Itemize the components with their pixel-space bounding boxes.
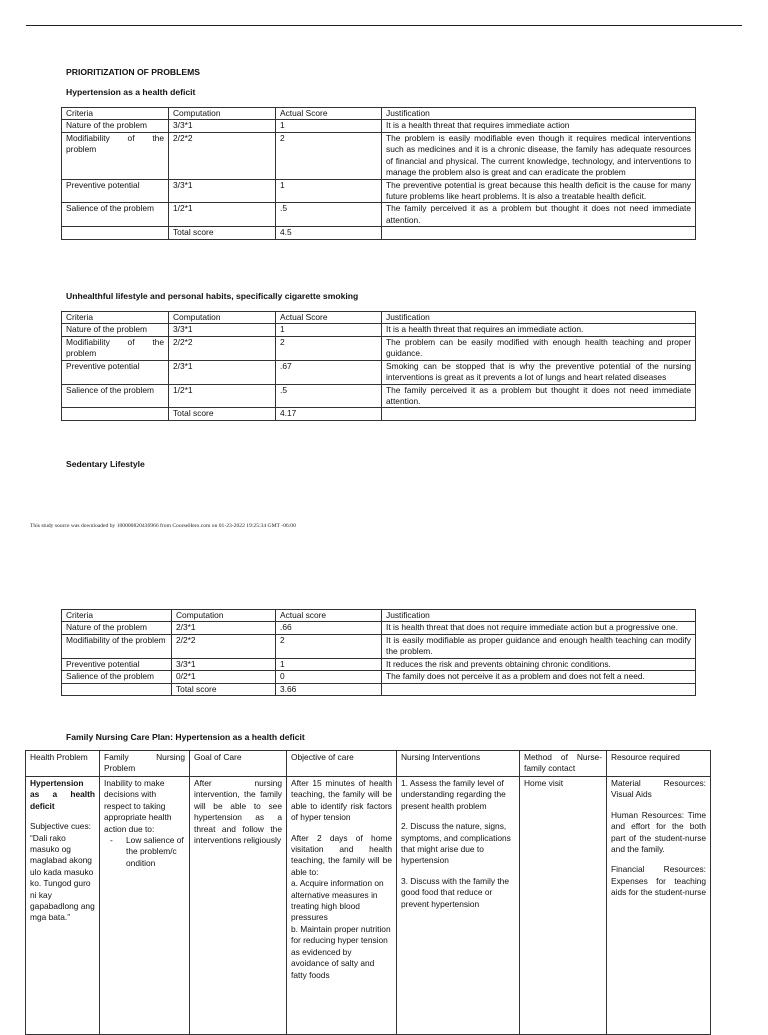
total-row: [62, 683, 696, 695]
justification-cell: It is a health threat that requires an immediate action.: [382, 324, 696, 336]
computation-cell: 3/3*1: [169, 120, 276, 132]
criteria-cell: Salience of the problem: [62, 203, 169, 227]
header-cell: Actual Score: [276, 108, 382, 120]
criteria-cell: Modifiability of the problem: [62, 634, 172, 658]
empty-cell: [382, 408, 696, 420]
justification-cell: It is health threat that does not require immediate action but a progressive one.: [382, 622, 696, 634]
table-row: [62, 324, 696, 336]
score-cell: 1: [276, 658, 382, 670]
health-problem-title: Hypertension as a health deficit: [30, 777, 95, 811]
header-cell: Method of Nurse-family contact: [520, 751, 607, 777]
header-cell: Criteria: [62, 610, 172, 622]
total-label: Total score: [169, 408, 276, 420]
empty-cell: [62, 227, 169, 239]
header-cell: Computation: [172, 610, 276, 622]
justification-cell: It reduces the risk and prevents obtaining chronic conditions.: [382, 658, 696, 670]
computation-cell: 1/2*1: [169, 384, 276, 408]
computation-cell: 1/2*1: [169, 203, 276, 227]
computation-cell: 3/3*1: [172, 658, 276, 670]
subjective-cues: Subjective cues: “Dali rako masuko og maglabad akong ulo kada masuko ko. Tungod guro ni kay gapabadlong ang mga bata.”: [30, 821, 95, 923]
priority-table-hypertension: [61, 107, 696, 240]
table-row: [26, 776, 711, 1034]
score-cell: 0: [276, 671, 382, 683]
criteria-cell: Salience of the problem: [62, 384, 169, 408]
header-cell: Resource required: [607, 751, 711, 777]
empty-cell: [382, 227, 696, 239]
header-cell: Nursing Interventions: [397, 751, 520, 777]
header-cell: Justification: [382, 312, 696, 324]
total-row: [62, 227, 696, 239]
care-plan-table: [25, 750, 711, 1035]
score-cell: 1: [276, 120, 382, 132]
empty-cell: [62, 683, 172, 695]
header-cell: Goal of Care: [190, 751, 287, 777]
criteria-cell: Preventive potential: [62, 179, 169, 203]
header-cell: Computation: [169, 108, 276, 120]
computation-cell: 2/2*2: [172, 634, 276, 658]
total-row: [62, 408, 696, 420]
criteria-cell: Modifiability of the problem: [62, 336, 169, 360]
computation-cell: 2/3*1: [172, 622, 276, 634]
table-row: [62, 120, 696, 132]
priority-table-sedentary: [61, 609, 696, 696]
care-plan-heading: Family Nursing Care Plan: Hypertension as a health deficit: [66, 732, 305, 742]
goal-cell: After nursing intervention, the family will be able to see hypertension as a threat and follow the interventions religiously: [190, 776, 287, 1034]
priority-table-smoking: [61, 311, 696, 421]
computation-cell: 2/2*2: [169, 336, 276, 360]
justification-cell: Smoking can be stopped that is why the preventive potential of the nursing interventions is great as it prevents a lot of lungs and heart related diseases: [382, 360, 696, 384]
total-label: Total score: [172, 683, 276, 695]
computation-cell: 2/2*2: [169, 132, 276, 179]
criteria-cell: Salience of the problem: [62, 671, 172, 683]
header-cell: Criteria: [62, 108, 169, 120]
computation-cell: 0/2*1: [172, 671, 276, 683]
table-header-row: [26, 751, 711, 777]
table-row: [62, 658, 696, 670]
score-cell: 2: [276, 634, 382, 658]
resource-item: Financial Resources: Expenses for teaching aids for the student-nurse: [611, 864, 706, 898]
objective-paragraph: After 15 minutes of health teaching, the family will be able to identify risk factors of hyper tension: [291, 777, 392, 823]
header-cell: Health Problem: [26, 751, 100, 777]
family-problem-list: [104, 835, 185, 869]
intervention-item: 3. Discuss with the family the good food that reduce or prevent hypertension: [401, 875, 509, 909]
health-problem-cell: [26, 776, 100, 1034]
header-cell: Computation: [169, 312, 276, 324]
header-cell: Objective of care: [287, 751, 397, 777]
justification-cell: It is easily modifiable as proper guidance and enough health teaching can modify the problem.: [382, 634, 696, 658]
total-label: Total score: [169, 227, 276, 239]
score-cell: .5: [276, 203, 382, 227]
score-cell: .67: [276, 360, 382, 384]
table-heading-sedentary: Sedentary Lifestyle: [66, 459, 145, 469]
header-cell: Actual Score: [276, 312, 382, 324]
family-problem-text: Inability to make decisions with respect to taking appropriate health action due to:: [104, 777, 172, 834]
score-cell: 2: [276, 132, 382, 179]
method-cell: Home visit: [520, 776, 607, 1034]
resources-cell: [607, 776, 711, 1034]
family-problem-cell: [100, 776, 190, 1034]
criteria-cell: Preventive potential: [62, 658, 172, 670]
criteria-cell: Preventive potential: [62, 360, 169, 384]
table-row: [62, 336, 696, 360]
table-row: [62, 634, 696, 658]
computation-cell: 2/3*1: [169, 360, 276, 384]
justification-cell: The family perceived it as a problem but thought it does not need immediate attention.: [382, 203, 696, 227]
header-cell: Justification: [382, 108, 696, 120]
table-header-row: [62, 312, 696, 324]
empty-cell: [62, 408, 169, 420]
header-cell: Family Nursing Problem: [100, 751, 190, 777]
computation-cell: 3/3*1: [169, 324, 276, 336]
total-value: 3.66: [276, 683, 382, 695]
table-header-row: [62, 610, 696, 622]
justification-cell: The problem is easily modifiable even though it requires medical interventions such as medicines and it is a chronic disease, the family has adequate resources of financial and physical. The current knowledge, technology, and interventions to manage the problem also is great and can eradicate the problem: [382, 132, 696, 179]
score-cell: 1: [276, 179, 382, 203]
criteria-cell: Nature of the problem: [62, 324, 169, 336]
header-cell: Justification: [382, 610, 696, 622]
justification-cell: The family perceived it as a problem but thought it does not need immediate attention.: [382, 384, 696, 408]
page-title: PRIORITIZATION OF PROBLEMS: [66, 67, 200, 77]
score-cell: 2: [276, 336, 382, 360]
family-problem-bullet: - Low salience of the problem/c ondition: [116, 835, 185, 869]
header-cell: Criteria: [62, 312, 169, 324]
justification-cell: It is a health threat that requires immediate action: [382, 120, 696, 132]
intervention-item: 2. Discuss the nature, signs, symptoms, and complications that might arise due to hypertension: [401, 821, 511, 866]
table-heading-hypertension: Hypertension as a health deficit: [66, 87, 196, 97]
score-cell: .66: [276, 622, 382, 634]
table-heading-smoking: Unhealthful lifestyle and personal habits, specifically cigarette smoking: [66, 291, 359, 301]
table-header-row: [62, 108, 696, 120]
empty-cell: [382, 683, 696, 695]
total-value: 4.17: [276, 408, 382, 420]
download-note: This study source was downloaded by 100000820436966 from CourseHero.com on 01-23-2022 19:25:34 GMT -06:00: [30, 523, 296, 529]
table-row: [62, 671, 696, 683]
resource-item: Material Resources: Visual Aids: [611, 777, 706, 800]
score-cell: 1: [276, 324, 382, 336]
criteria-cell: Nature of the problem: [62, 622, 172, 634]
criteria-cell: Modifiability of the problem: [62, 132, 169, 179]
header-cell: Actual score: [276, 610, 382, 622]
table-row: [62, 360, 696, 384]
intervention-item: 1. Assess the family level of understanding regarding the present health problem: [401, 777, 506, 811]
criteria-cell: Nature of the problem: [62, 120, 169, 132]
interventions-cell: [397, 776, 520, 1034]
table-row: [62, 203, 696, 227]
justification-cell: The family does not perceive it as a problem and does not felt a need.: [382, 671, 696, 683]
table-row: [62, 132, 696, 179]
top-rule: [26, 25, 742, 26]
table-row: [62, 179, 696, 203]
objective-item: b. Maintain proper nutrition for reducing hyper tension as evidenced by avoidance of salty and fatty foods: [291, 923, 391, 980]
objective-paragraph: After 2 days of home visitation and health teaching, the family will be able to:: [291, 832, 392, 877]
computation-cell: 3/3*1: [169, 179, 276, 203]
table-row: [62, 384, 696, 408]
objective-item: a. Acquire information on alternative measures in treating high blood pressures: [291, 878, 384, 923]
total-value: 4.5: [276, 227, 382, 239]
justification-cell: The problem can be easily modified with enough health teaching and proper guidance.: [382, 336, 696, 360]
score-cell: .5: [276, 384, 382, 408]
justification-cell: The preventive potential is great because this health deficit is the cause for many future problems like heart problems. It is also a treatable health deficit.: [382, 179, 696, 203]
table-row: [62, 622, 696, 634]
resource-item: Human Resources: Time and effort for the both part of the student-nurse and the family.: [611, 809, 706, 854]
objectives-cell: [287, 776, 397, 1034]
